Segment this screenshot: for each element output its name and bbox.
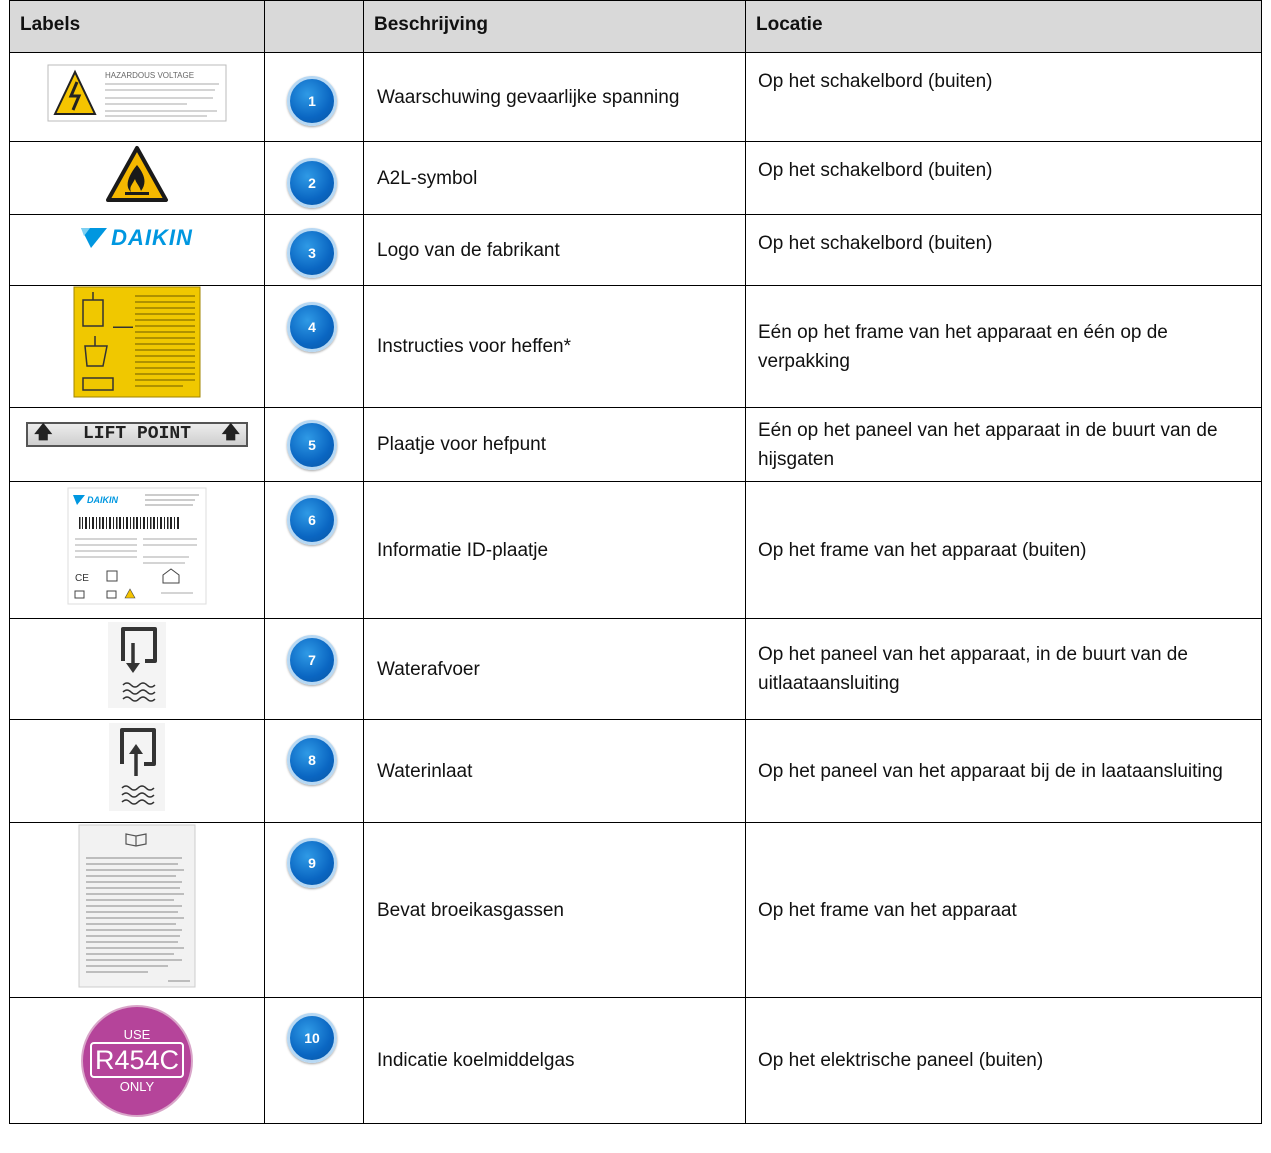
description-cell: Bevat broeikasgassen [364,823,746,998]
description-cell: A2L-symbol [364,142,746,215]
location-cell: Op het frame van het apparaat (buiten) [746,482,1262,619]
label-image-cell [10,142,265,215]
description-cell: Waterafvoer [364,619,746,720]
header-number [265,1,364,53]
number-badge: 3 [287,228,337,278]
table-row [10,823,1262,998]
table-row [10,286,1262,408]
number-badge: 7 [287,635,337,685]
number-badge: 8 [287,735,337,785]
table-row [10,482,1262,619]
description-cell: Waterinlaat [364,720,746,823]
description-cell: Plaatje voor hefpunt [364,408,746,482]
svg-text:HAZARDOUS VOLTAGE: HAZARDOUS VOLTAGE [105,70,195,80]
number-badge: 4 [287,302,337,352]
number-cell [265,215,364,286]
location-cell: Op het paneel van het apparaat bij de in laataansluiting [746,720,1262,823]
description-cell: Waarschuwing gevaarlijke spanning [364,53,746,142]
location-cell: Op het frame van het apparaat [746,823,1262,998]
table-row [10,215,1262,286]
label-image-cell [10,482,265,619]
lifting-instructions-label [73,286,201,398]
svg-text:CE: CE [75,572,89,584]
location-cell: Op het elektrische paneel (buiten) [746,998,1262,1124]
number-cell [265,53,364,142]
number-cell [265,720,364,823]
description-cell: Indicatie koelmiddelgas [364,998,746,1124]
number-cell [265,408,364,482]
table-row [10,998,1262,1124]
id-plate-label [67,487,207,605]
label-image-cell [10,720,265,823]
refrigerant-r454c-label: USE R454C ONLY [81,1005,193,1117]
number-badge: 9 [287,838,337,888]
label-image-cell [10,286,265,408]
number-cell [265,619,364,720]
number-badge: 5 [287,420,337,470]
header-labels: Labels [10,1,265,53]
number-cell [265,286,364,408]
flammable-warning-icon [105,145,169,203]
number-cell [265,482,364,619]
description-cell: Logo van de fabrikant [364,215,746,286]
daikin-logo: DAIKIN [81,223,193,252]
header-description: Beschrijving [364,1,746,53]
table-row [10,408,1262,482]
label-image-cell [10,408,265,482]
label-image-cell [10,53,265,142]
location-cell: Op het schakelbord (buiten) [746,53,1262,142]
number-badge: 10 [287,1013,337,1063]
label-image-cell [10,619,265,720]
table-row [10,619,1262,720]
location-cell: Op het schakelbord (buiten) [746,215,1262,286]
label-image-cell [10,215,265,286]
number-cell [265,142,364,215]
arrow-up-icon: 🡅 [221,424,240,444]
number-badge: 2 [287,158,337,208]
header-location: Locatie [746,1,1262,53]
number-badge: 1 [287,76,337,126]
location-cell: Op het schakelbord (buiten) [746,142,1262,215]
location-cell: Op het paneel van het apparaat, in de buurt van de uitlaataansluiting [746,619,1262,720]
water-inlet-icon [108,722,166,812]
description-cell: Instructies voor heffen* [364,286,746,408]
labels-table [9,0,1262,1124]
arrow-up-icon: 🡅 [34,424,53,444]
table-row [10,142,1262,215]
table-row [10,53,1262,142]
label-image-cell [10,823,265,998]
svg-text:▬▬▬▬: ▬▬▬▬ [113,324,133,330]
water-outlet-icon [107,621,167,709]
number-cell [265,998,364,1124]
label-image-cell [10,998,265,1124]
lift-point-label: 🡅 LIFT POINT 🡅 [26,422,248,447]
table-row [10,720,1262,823]
greenhouse-gases-label [78,824,196,988]
location-cell: Eén op het paneel van het apparaat in de buurt van de hijsgaten [746,408,1262,482]
header-row [10,1,1262,53]
description-cell: Informatie ID-plaatje [364,482,746,619]
hazardous-voltage-icon [47,64,227,122]
location-cell: Eén op het frame van het apparaat en één op de verpakking [746,286,1262,408]
svg-text:DAIKIN: DAIKIN [87,494,118,505]
daikin-logo-mark [81,228,107,248]
number-cell [265,823,364,998]
number-badge: 6 [287,495,337,545]
